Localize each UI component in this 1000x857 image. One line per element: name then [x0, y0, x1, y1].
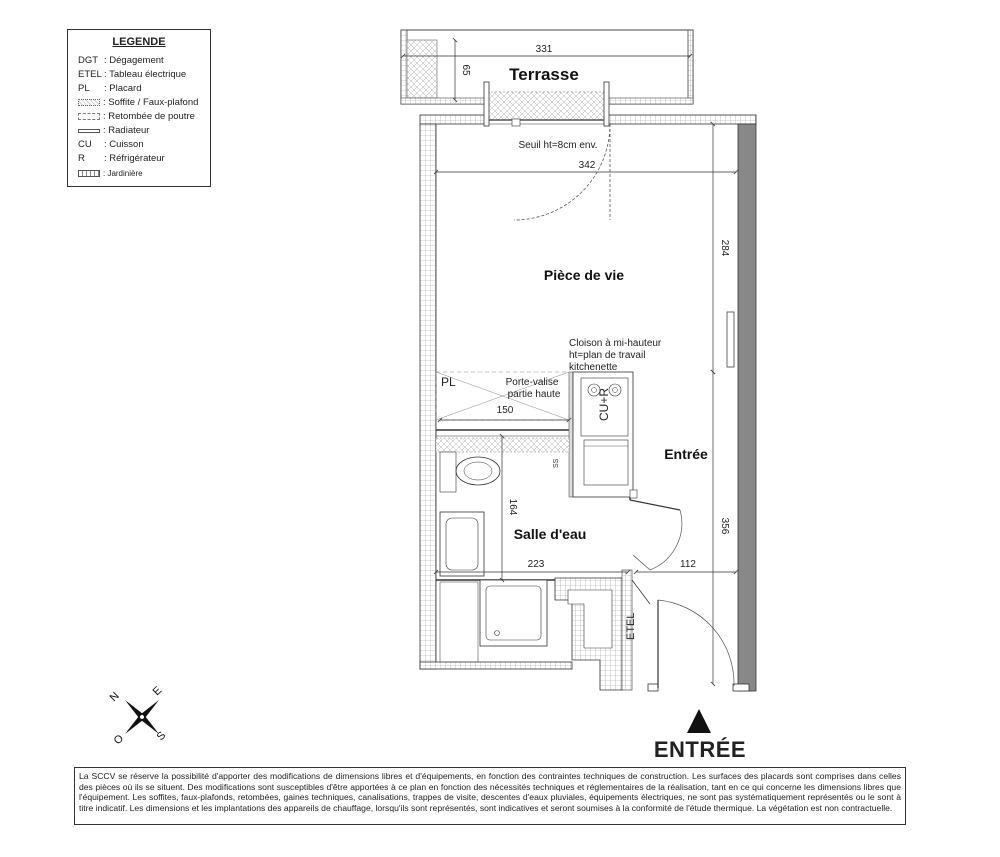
dim-lower-height: 356	[719, 517, 730, 535]
dim-room-width: 342	[578, 160, 596, 171]
wall-hung-toilet-tank	[440, 452, 456, 492]
room-label-terrasse: Terrasse	[509, 65, 579, 84]
legend-label: : Jardinière	[103, 169, 143, 178]
legend-label: : Tableau électrique	[104, 69, 187, 80]
entry-label: ENTRÉE	[653, 737, 747, 762]
soffite	[487, 92, 606, 120]
compass-o-label: O	[111, 732, 127, 748]
compass-s-label: S	[154, 729, 169, 744]
shower	[480, 580, 547, 646]
legend-label: : Radiateur	[103, 125, 150, 136]
etel-label: ETEL	[625, 612, 637, 640]
entry-arrow-icon	[687, 709, 711, 733]
cloison-note-line2: ht=plan de travail	[569, 350, 646, 361]
compass-e-label: E	[150, 684, 165, 699]
salle-eau-fixtures	[436, 438, 569, 662]
entry-door	[632, 580, 734, 688]
legend-code: CU	[78, 139, 92, 150]
compass-n-label: N	[107, 690, 122, 705]
ss-label: SS	[553, 458, 560, 468]
dim-terrasse-depth: 65	[460, 64, 471, 76]
jardiniere	[407, 40, 437, 98]
room-label-salle-eau: Salle d'eau	[513, 526, 587, 542]
legend-label: : Retombée de poutre	[103, 111, 195, 122]
dim-terrasse-width: 331	[535, 44, 553, 55]
legend-title: LEGENDE	[112, 36, 166, 48]
porte-valise-line2: partie haute	[507, 389, 561, 400]
legend-code: PL	[78, 83, 90, 94]
disclaimer-text: La SCCV se réserve la possibilité d'apporter des modifications de dimensions libres et d'équipements, en fonction des contraintes techniques de construction. Les surfaces des placards sont comprises dans celles des pièces où ils se situent. Des modifications sont susceptibles d'être apportées à ce plan en fonction des nécessités techniques et réglementaires de la réalisation, tant en ce qui concerne les dimensions libres que l'équipement. Les soffites, faux-plafonds, retombées, gaines techniques, canalisations, trappes de visite, descentes d'eaux pluviales, équipements électriques, ne sont pas systématiquement représentés ou le sont à titre indicatif. Les dimensions et les implantations des appareils de chauffage, lorsqu'ils sont représentés, sont indicatives et seront soumises à la conformité de l'étude thermique. La végétation est non contractuelle.	[79, 771, 901, 813]
room-label-piece-de-vie: Pièce de vie	[543, 267, 625, 283]
placard-label: PL	[441, 375, 456, 389]
room-label-entree: Entrée	[664, 446, 708, 462]
radiator	[727, 312, 734, 367]
legend-label: : Placard	[104, 83, 142, 94]
legend-label: : Cuisson	[104, 139, 144, 150]
cloison-note-line3: kitchenette	[569, 362, 618, 373]
seuil-note: Seuil ht=8cm env.	[518, 140, 598, 151]
legend-label: : Soffite / Faux-plafond	[103, 97, 199, 108]
toilet	[456, 457, 500, 485]
legend-label: : Dégagement	[104, 55, 164, 66]
legend-code: R	[78, 153, 85, 164]
disclaimer-box	[74, 767, 906, 825]
legend-code: ETEL	[78, 69, 102, 80]
dim-upper-height: 284	[719, 239, 730, 257]
dim-placard-width: 150	[496, 405, 514, 416]
porte-valise-line1: Porte-valise	[505, 377, 559, 388]
legend-label: : Réfrigérateur	[104, 153, 165, 164]
cu-r-label: CU+R	[597, 387, 611, 421]
dim-sde-height: 164	[507, 498, 518, 516]
salle-eau-door	[630, 500, 682, 570]
cloison-note-line1: Cloison à mi-hauteur	[569, 338, 662, 349]
dim-entree-width: 112	[680, 559, 696, 570]
dim-sde-width: 223	[527, 559, 545, 570]
legend-code: DGT	[78, 55, 99, 66]
